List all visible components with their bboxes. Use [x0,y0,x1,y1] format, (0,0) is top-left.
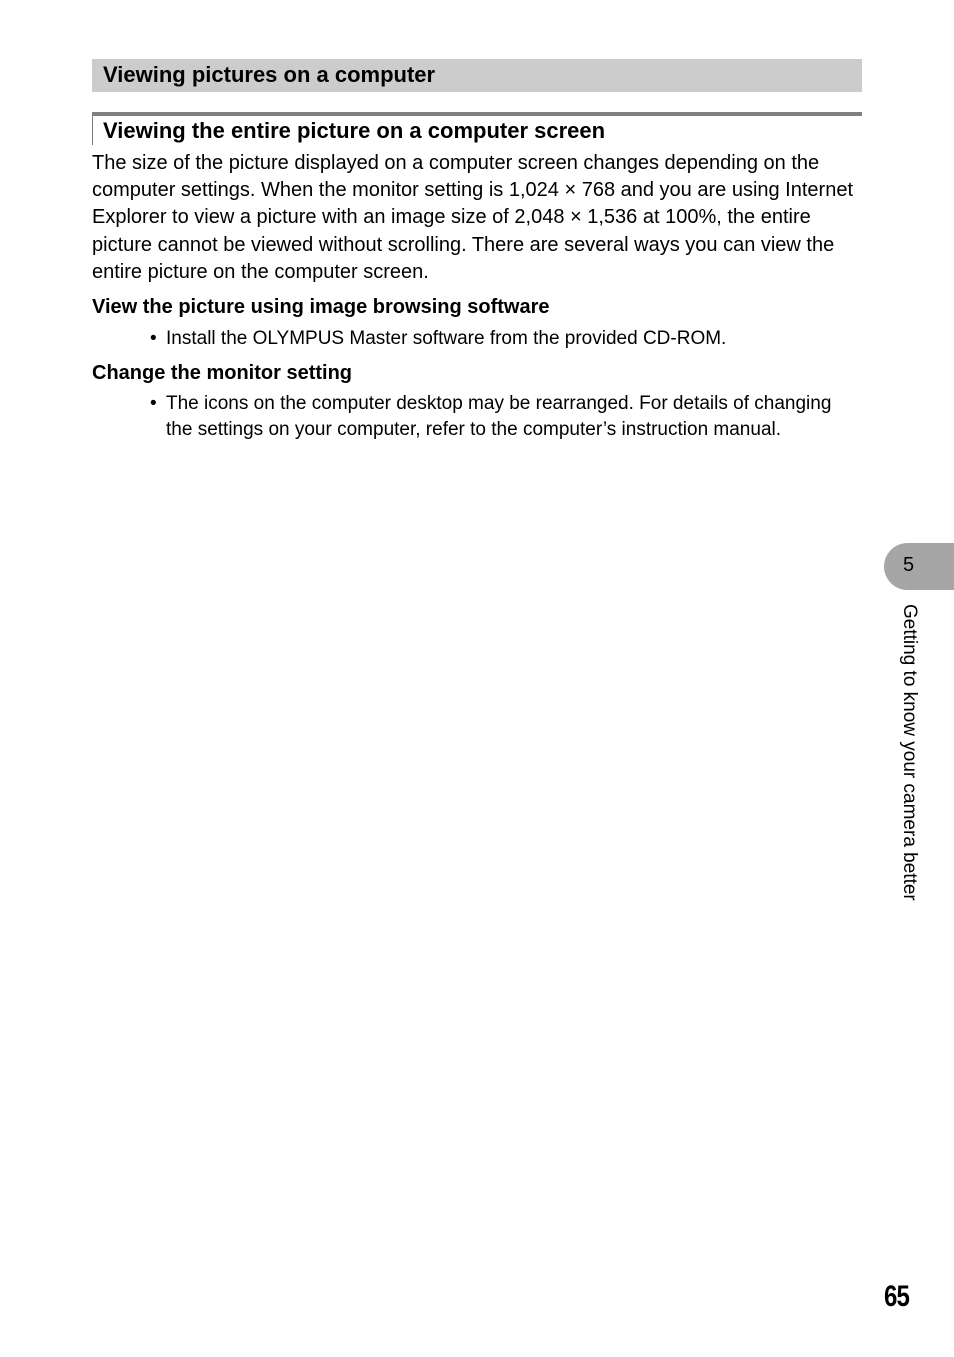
intro-paragraph: The size of the picture displayed on a computer screen changes depending on the computer settings. When the monitor setting is 1,024 × 768 and you are using Internet Explorer to view a picture with an image size of 2,048 × 1,536 at 100%, the entire picture cannot be viewed without scrolling. There are several ways you can view the entire picture on the computer screen. [92,152,854,283]
method-heading-software: View the picture using image browsing software [92,296,550,318]
page-number: 65 [884,1280,910,1313]
method-bullet-monitor [150,391,850,443]
subsection-rule [92,116,93,145]
bullet-text: Install the OLYMPUS Master software from the provided CD-ROM. [166,328,727,349]
subsection-title: Viewing the entire picture on a computer screen [103,118,606,143]
section-title-bar [92,59,862,92]
bullet-marker: • [150,328,157,349]
section-title: Viewing pictures on a computer [103,62,436,87]
chapter-label: Getting to know your camera better [899,604,920,901]
bullet-marker: • [150,393,157,414]
bullet-text: The icons on the computer desktop may be rearranged. For details of changing the settings on your computer, refer to the computer’s instruction manual. [166,393,832,440]
chapter-tab [884,543,954,590]
chapter-number: 5 [903,554,915,576]
method-heading-monitor: Change the monitor setting [92,362,352,384]
subsection-heading [92,112,862,145]
method-bullet-software [150,326,850,352]
